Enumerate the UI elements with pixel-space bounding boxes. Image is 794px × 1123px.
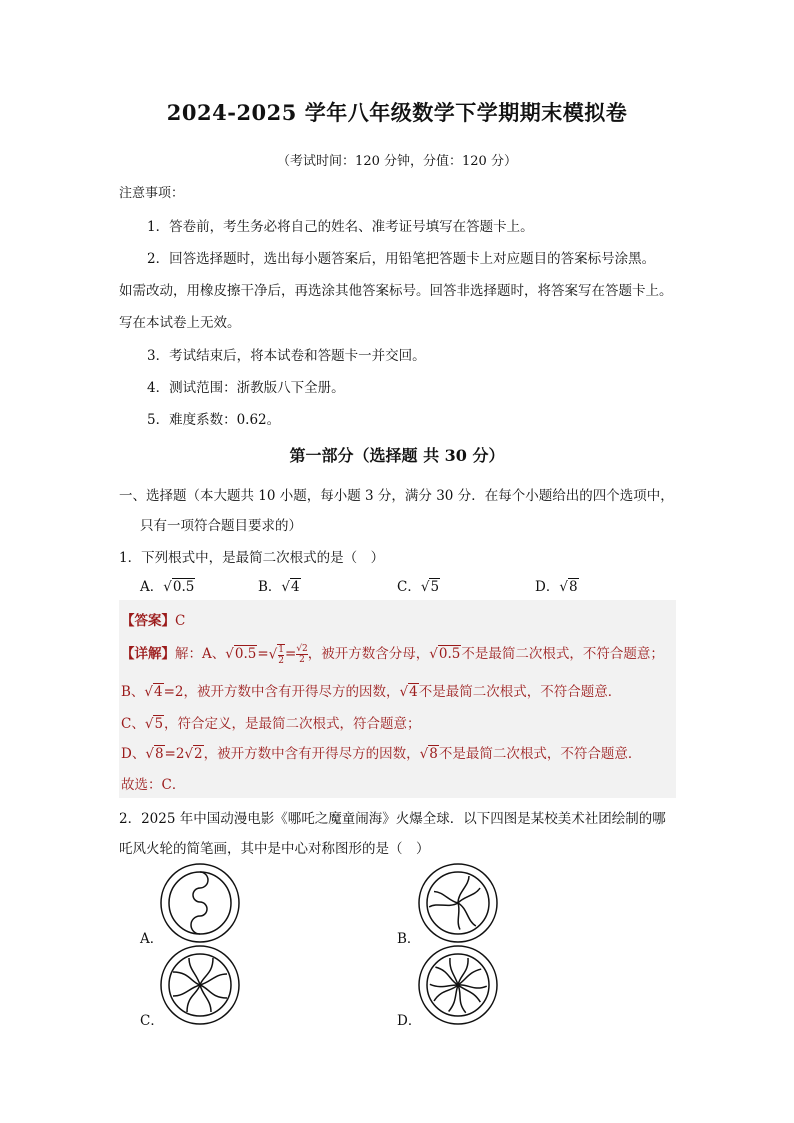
answer-value: C bbox=[175, 613, 186, 629]
option-label: B． bbox=[258, 579, 282, 595]
wheel-figure-c bbox=[159, 944, 241, 1026]
option-d bbox=[535, 575, 579, 595]
option-b bbox=[258, 575, 301, 595]
question-1-options bbox=[140, 575, 660, 597]
note-item-2-cont: 如需改动，用橡皮擦干净后，再选涂其他答案标号。回答非选择题时，将答案写在答题卡上。 bbox=[119, 283, 673, 299]
detail-c-prefix: C、 bbox=[121, 716, 145, 732]
sqrt-sign: √0.5 bbox=[225, 646, 257, 662]
detail-d-prefix: D、 bbox=[121, 746, 146, 762]
sqrt-sign: √4 bbox=[281, 579, 300, 595]
fraction-half: $\frac{1}{2}$ bbox=[278, 644, 284, 666]
radicand: 5 bbox=[430, 579, 440, 595]
option-label: D． bbox=[535, 579, 560, 595]
detail-c-tail: ，符合定义，是最简二次根式，符合题意； bbox=[164, 716, 421, 732]
detail-b-mid: =2，被开方数中含有开得尽方的因数， bbox=[163, 684, 400, 700]
question-2-stem-cont: 吒风火轮的简笔画，其中是中心对称图形的是（ ） bbox=[119, 841, 430, 857]
option-a bbox=[140, 575, 195, 595]
answer-box bbox=[119, 600, 676, 798]
sqrt-sign: √8 bbox=[559, 579, 578, 595]
figure-label-c: C． bbox=[140, 1013, 164, 1029]
sqrt-sign: √ $\frac{1}{2}$ bbox=[268, 644, 284, 666]
detail-tag: 【详解】 bbox=[121, 646, 175, 662]
question-2-stem: 2．2025 年中国动漫电影《哪吒之魔童闹海》火爆全球．以下四图是某校美术社团绘制的哪 bbox=[119, 811, 666, 827]
radicand: 0.5 bbox=[234, 646, 257, 662]
section-instruction-cont: 只有一项符合题目要求的） bbox=[140, 518, 302, 534]
detail-line-a: 【详解】解：A、√0.5=√ $\frac{1}{2}$ = $\frac{√2}{2}$ ，被开方数含分母，√0.5不是最简二次根式，不符合题意； bbox=[121, 644, 664, 666]
radicand: 4 bbox=[409, 684, 418, 700]
sqrt-sign: √8 bbox=[419, 746, 438, 762]
wheel-figure-a bbox=[159, 862, 241, 944]
note-item-4: 4．测试范围：浙教版八下全册。 bbox=[147, 380, 345, 396]
detail-line-d bbox=[121, 742, 641, 762]
radicand: 4 bbox=[291, 579, 300, 595]
option-label: C． bbox=[397, 579, 421, 595]
fraction-sqrt2-over-2: $\frac{√2}{2}$ bbox=[296, 644, 308, 665]
detail-line-b bbox=[121, 680, 621, 700]
note-item-3: 3．考试结束后，将本试卷和答题卡一并交回。 bbox=[147, 348, 426, 364]
notes-heading: 注意事项： bbox=[119, 186, 185, 201]
wheel-figure-d bbox=[417, 944, 499, 1026]
figure-label-d: D． bbox=[397, 1013, 422, 1029]
detail-a-tail: 不是最简二次根式，不符合题意； bbox=[461, 646, 664, 662]
note-item-1: 1．答卷前，考生务必将自己的姓名、准考证号填写在答题卡上。 bbox=[147, 219, 534, 235]
note-item-2: 2．回答选择题时，选出每小题答案后，用铅笔把答题卡上对应题目的答案标号涂黑。 bbox=[147, 251, 656, 267]
radicand: 4 bbox=[154, 684, 163, 700]
note-item-2-cont2: 写在本试卷上无效。 bbox=[119, 315, 241, 331]
detail-d-tail: 不是最简二次根式，不符合题意． bbox=[438, 746, 642, 762]
radicand: 0.5 bbox=[172, 579, 195, 595]
sqrt-sign: √2 bbox=[184, 746, 203, 762]
option-label: A． bbox=[140, 579, 164, 595]
detail-a-mid: ，被开方数含分母， bbox=[307, 646, 430, 662]
detail-a-prefix: 解：A、 bbox=[175, 646, 226, 662]
sqrt-sign: √8 bbox=[145, 746, 164, 762]
detail-line-c bbox=[121, 712, 421, 732]
figure-label-b: B． bbox=[397, 931, 421, 947]
wheel-figure-b bbox=[417, 862, 499, 944]
detail-d-mid: =2 bbox=[164, 746, 185, 762]
detail-d-post: ，被开方数中含有开得尽方的因数， bbox=[203, 746, 420, 762]
figure-label-a: A． bbox=[140, 931, 164, 947]
note-item-5: 5．难度系数：0.62。 bbox=[147, 412, 281, 428]
radicand: 0.5 bbox=[438, 646, 461, 662]
sqrt-sign: √5 bbox=[144, 716, 164, 732]
sqrt-sign: √0.5 bbox=[163, 579, 195, 595]
sqrt-sign: √0.5 bbox=[429, 646, 461, 662]
radicand: 8 bbox=[154, 746, 164, 762]
detail-b-prefix: B、 bbox=[121, 684, 145, 700]
answer-line bbox=[121, 609, 185, 629]
page-title: 2024-2025 学年八年级数学下学期期末模拟卷 bbox=[166, 100, 628, 125]
detail-conclusion: 故选：C． bbox=[121, 777, 186, 793]
option-c bbox=[397, 575, 440, 595]
question-1-stem: 1．下列根式中，是最简二次根式的是（ ） bbox=[119, 550, 385, 566]
radicand: 8 bbox=[568, 579, 578, 595]
exam-info: （考试时间：120 分钟，分值：120 分） bbox=[277, 154, 517, 169]
sqrt-sign: √5 bbox=[420, 579, 440, 595]
answer-tag: 【答案】 bbox=[121, 613, 175, 629]
section-instruction: 一、选择题（本大题共 10 小题，每小题 3 分，满分 30 分．在每个小题给出的四个选项中， bbox=[119, 488, 674, 504]
radicand: 8 bbox=[429, 746, 438, 762]
sqrt-sign: √4 bbox=[399, 684, 418, 700]
detail-b-tail: 不是最简二次根式，不符合题意． bbox=[418, 684, 622, 700]
part-heading: 第一部分（选择题 共 30 分） bbox=[289, 446, 505, 465]
radicand: 5 bbox=[154, 716, 164, 732]
sqrt-sign: √4 bbox=[144, 684, 163, 700]
